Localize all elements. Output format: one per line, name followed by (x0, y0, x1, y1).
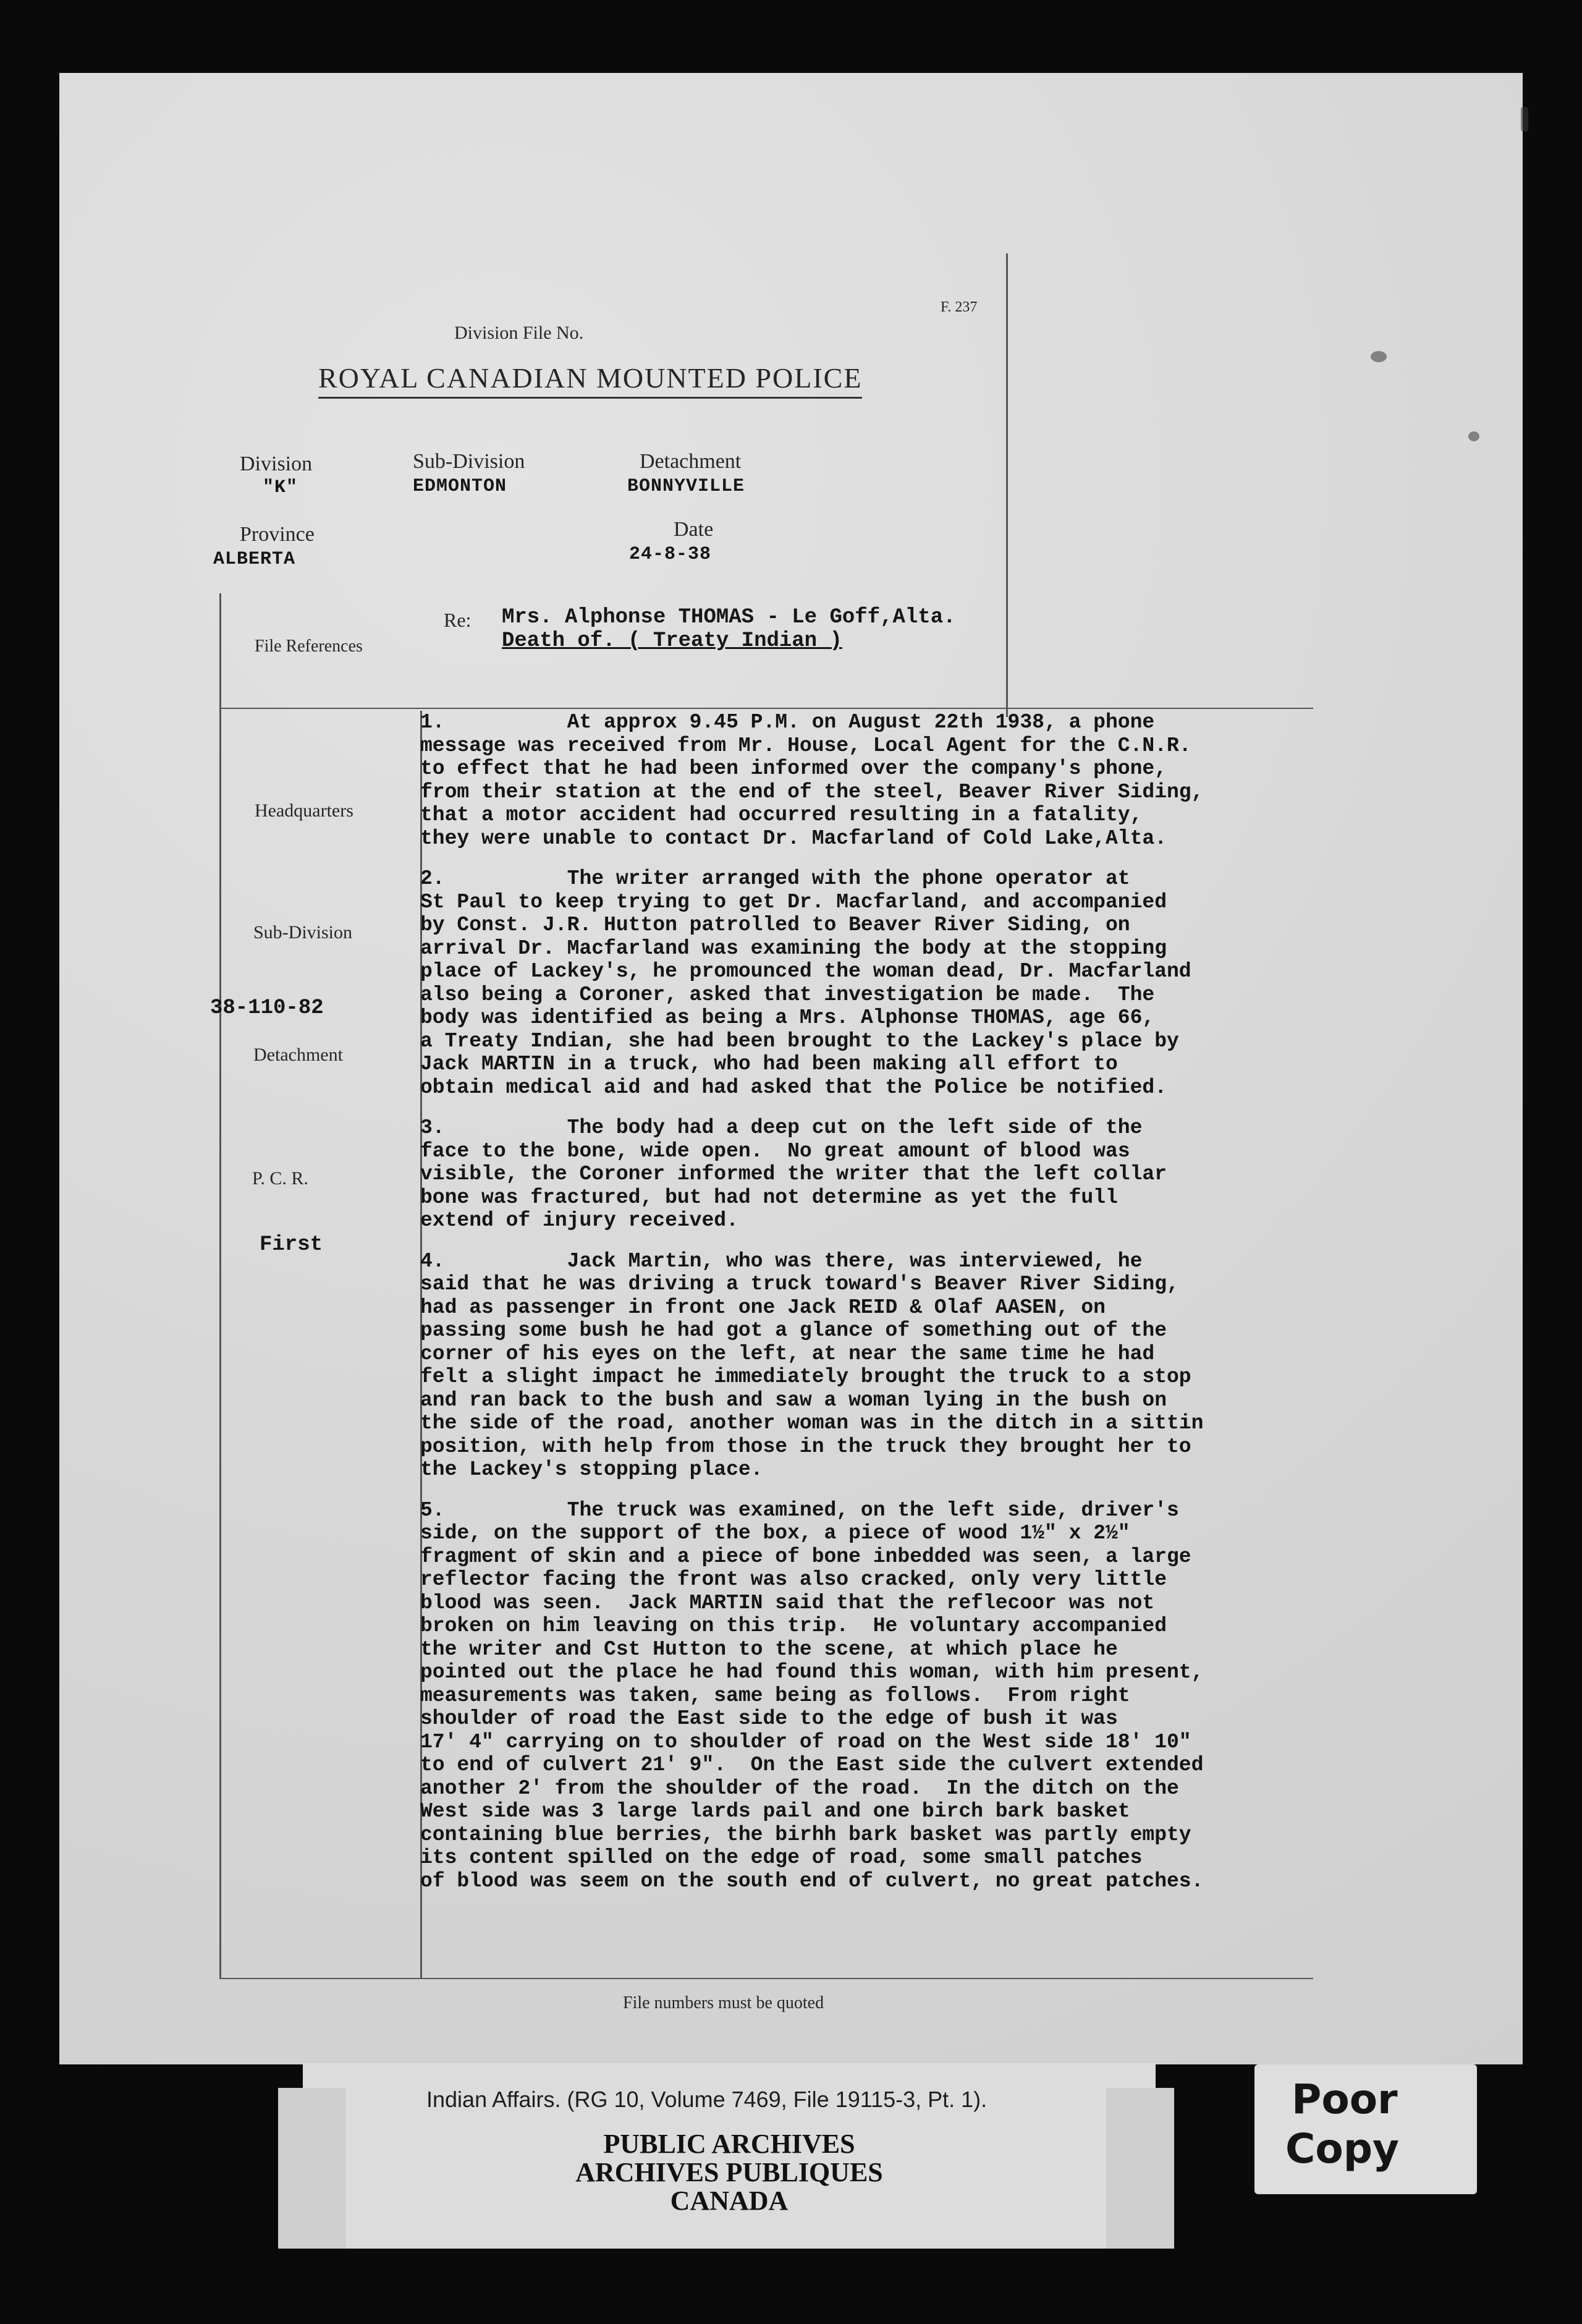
report-body (420, 711, 1310, 1910)
paragraph-2: 2. The writer arranged with the phone operator at St Paul to keep trying to get Dr. Macfarland, and accompanied by Const. J.R. Hutton patrolled to Beaver River Siding, on arrival Dr. Macfarland was examining the body at the stopping place of Lackey's, he promounced the woman dead, Dr. Macfarland also being a Coroner, asked that investigation be made. The body was identified as being a Mrs. Alphonse THOMAS, age 66, a Treaty Indian, she had been brought to the Lackey's place by Jack MARTIN in a truck, who had been making all effort to obtain medical aid and had asked that the Police be notified. (420, 867, 1191, 1099)
pcr-label: P. C. R. (252, 1168, 308, 1189)
date-label: Date (674, 518, 714, 541)
division-value: "K" (263, 477, 298, 498)
form-left-edge (219, 593, 221, 1978)
ink-spot (1371, 351, 1387, 362)
division-label: Division (240, 452, 313, 475)
detachment-value: BONNYVILLE (627, 476, 745, 497)
footer-note: File numbers must be quoted (623, 1993, 824, 2012)
pcr-value: First (260, 1233, 323, 1257)
headquarters-label: Headquarters (255, 800, 353, 821)
agency-title: ROYAL CANADIAN MOUNTED POLICE (318, 362, 862, 399)
poor-copy-line-2: Copy (1285, 2125, 1400, 2173)
re-label: Re: (444, 609, 472, 631)
re-subject-line-1: Mrs. Alphonse THOMAS - Le Goff,Alta. (502, 606, 956, 629)
form-number: F. 237 (941, 299, 978, 315)
subdivision-side-label: Sub-Division (253, 922, 353, 943)
form-divider-right-top (1006, 253, 1008, 717)
subdivision-label: Sub-Division (413, 450, 525, 473)
division-file-label: Division File No. (454, 323, 584, 343)
paragraph-1: 1. At approx 9.45 P.M. on August 22th 1938, a phone message was received from Mr. House, Local Agent for the C.N.R. to effect that he had been informed over the company's phone, from their station at the end of the steel, Beaver River Siding, that a motor accident had occurred resulting in a fatality, they were unable to contact Dr. Macfarland of Cold Lake,Alta. (420, 711, 1204, 850)
detachment-side-label: Detachment (253, 1045, 343, 1065)
form-top-separator (219, 708, 1313, 709)
ink-spot (1521, 107, 1528, 132)
date-value: 24-8-38 (629, 544, 712, 565)
subdivision-value: EDMONTON (413, 476, 507, 497)
poor-copy-stamp (1254, 2064, 1477, 2194)
province-value: ALBERTA (213, 549, 296, 570)
archive-title-line-3: CANADA (670, 2186, 789, 2216)
file-references-label: File References (255, 637, 363, 656)
subdivision-reference: 38-110-82 (210, 996, 324, 1020)
archive-title-line-1: PUBLIC ARCHIVES (603, 2129, 855, 2159)
archive-citation: Indian Affairs. (RG 10, Volume 7469, File 19115-3, Pt. 1). (426, 2087, 988, 2112)
re-subject-line-2: Death of. ( Treaty Indian ) (502, 629, 842, 653)
poor-copy-line-1: Poor (1292, 2076, 1398, 2123)
ink-spot (1468, 431, 1479, 441)
paragraph-4: 4. Jack Martin, who was there, was interviewed, he said that he was driving a truck toward's Beaver River Siding, had as passenger in front one Jack REID & Olaf AASEN, on passing some bush he had got a glance of something out of the corner of his eyes on the left, at near the same time he had felt a slight impact he immediately brought the truck to a stop and ran back to the bush and saw a woman lying in the bush on the side of the road, another woman was in the ditch in a sittin position, with help from those in the truck they brought her to the Lackey's stopping place. (420, 1249, 1204, 1481)
form-bottom-separator (219, 1978, 1313, 1979)
paragraph-5: 5. The truck was examined, on the left side, driver's side, on the support of the box, a piece of wood 1½" x 2½" fragment of skin and a piece of bone inbedded was seen, a large reflector facing the front was also cracked, only very little blood was seen. Jack MARTIN said that the reflecoor was not broken on him leaving on this trip. He voluntary accompanied the writer and Cst Hutton to the scene, at which place he pointed out the place he had found this woman, with him present, measurements was taken, same being as follows. From right shoulder of road the East side to the edge of bush it was 17' 4" carrying on to shoulder of road on the West side 18' 10" to end of culvert 21' 9". On the East side the culvert extended another 2' from the shoulder of the road. In the ditch on the West side was 3 large lards pail and one birch bark basket containing blue berries, the birhh bark basket was partly empty its content spilled on the edge of road, some small patches of blood was seem on the south end of culvert, no great patches. (420, 1498, 1204, 1893)
paragraph-3: 3. The body had a deep cut on the left side of the face to the bone, wide open. No great amount of blood was visible, the Coroner informed the writer that the left collar bone was fractured, but had not determine as yet the full extend of injury received. (420, 1116, 1167, 1232)
archive-title-line-2: ARCHIVES PUBLIQUES (575, 2157, 883, 2187)
detachment-label: Detachment (640, 450, 742, 473)
province-label: Province (240, 523, 315, 546)
archive-label (303, 2063, 1156, 2249)
